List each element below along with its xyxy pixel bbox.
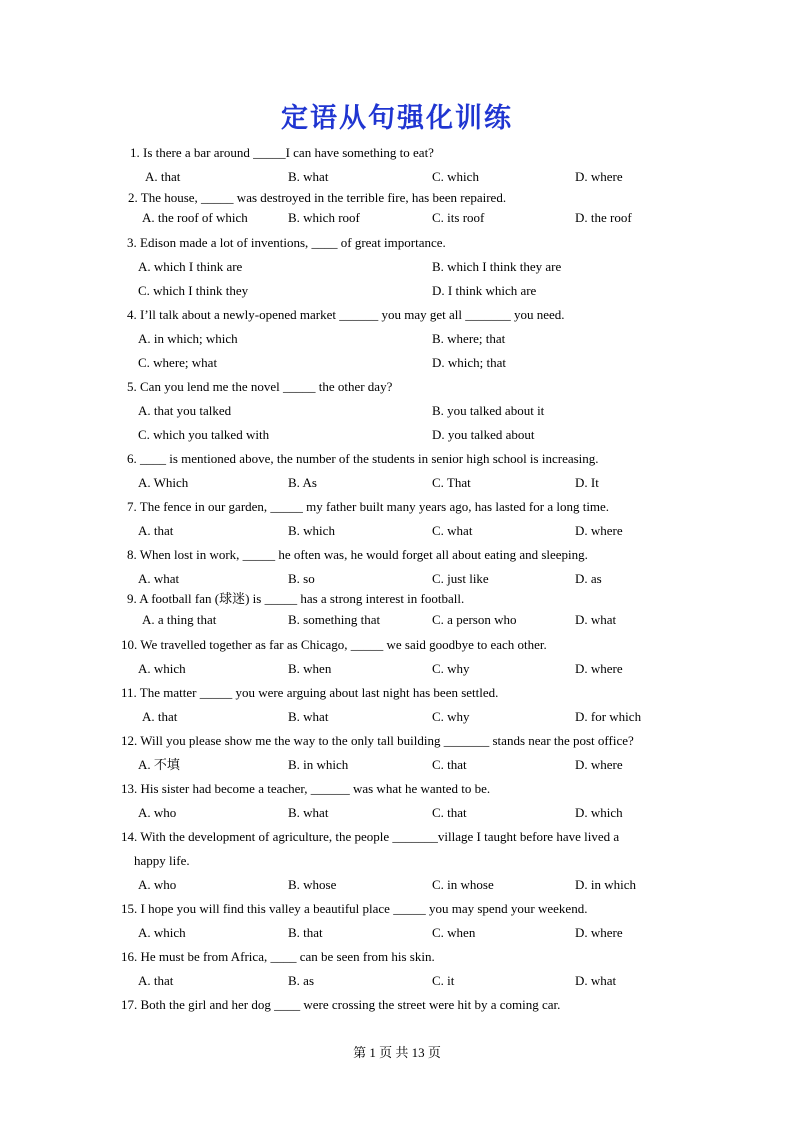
q1-option-d: D. where [575,169,623,184]
q15-option-c: C. when [432,925,476,940]
q4-option-c: C. where; what [138,355,218,370]
q6-option-b: B. As [288,475,317,490]
question-7: 7. The fence in our garden, _____ my father built many years ago, has lasted for a long time. [127,499,610,514]
q16-option-c: C. it [432,973,455,988]
question-3: 3. Edison made a lot of inventions, ____ of great importance. [127,235,446,250]
q13-option-d: D. which [575,805,623,820]
q4-option-d: D. which; that [432,355,507,370]
question-11: 11. The matter _____ you were arguing about last night has been settled. [121,685,499,700]
q9-option-a: A. a thing that [142,612,217,627]
q16-option-a: A. that [138,973,174,988]
q1-option-a: A. that [145,169,181,184]
q2-option-c: C. its roof [432,210,485,225]
q11-option-c: C. why [432,709,470,724]
question-2: 2. The house, _____ was destroyed in the terrible fire, has been repaired. [128,190,507,205]
q8-option-a: A. what [138,571,180,586]
q13-option-a: A. who [138,805,177,820]
q9-option-c: C. a person who [432,612,517,627]
q1-option-b: B. what [288,169,329,184]
q11-option-a: A. that [142,709,178,724]
question-5: 5. Can you lend me the novel _____ the other day? [127,379,393,394]
q5-option-a: A. that you talked [138,403,232,418]
q3-option-c: C. which I think they [138,283,249,298]
question-4: 4. I’ll talk about a newly-opened market ______ you may get all _______ you need. [127,307,565,322]
question-9: 9. A football fan (球迷) is _____ has a strong interest in football. [127,591,465,606]
q4-option-b: B. where; that [432,331,506,346]
q7-option-d: D. where [575,523,623,538]
q10-option-d: D. where [575,661,623,676]
q15-option-a: A. which [138,925,186,940]
question-12: 12. Will you please show me the way to the only tall building _______ stands near the post office? [121,733,634,748]
q15-option-b: B. that [288,925,323,940]
q12-option-c: C. that [432,757,467,772]
q8-option-d: D. as [575,571,602,586]
q12-option-b: B. in which [288,757,349,772]
q3-option-b: B. which I think they are [432,259,562,274]
q6-option-a: A. Which [138,475,189,490]
page-footer: 第 1 页 共 13 页 [353,1045,441,1060]
q15-option-d: D. where [575,925,623,940]
question-6: 6. ____ is mentioned above, the number of the students in senior high school is increasing. [127,451,599,466]
q14-option-c: C. in whose [432,877,494,892]
q4-option-a: A. in which; which [138,331,238,346]
question-10: 10. We travelled together as far as Chicago, _____ we said goodbye to each other. [121,637,547,652]
question-17: 17. Both the girl and her dog ____ were crossing the street were hit by a coming car. [121,997,561,1012]
q8-option-c: C. just like [432,571,489,586]
question-1: 1. Is there a bar around _____I can have something to eat? [130,145,434,160]
q5-option-b: B. you talked about it [432,403,545,418]
question-16: 16. He must be from Africa, ____ can be seen from his skin. [121,949,435,964]
q13-option-b: B. what [288,805,329,820]
q5-option-c: C. which you talked with [138,427,270,442]
q14-option-a: A. who [138,877,177,892]
q8-option-b: B. so [288,571,315,586]
q6-option-c: C. That [432,475,471,490]
document-title: 定语从句强化训练 [281,103,513,134]
q7-option-a: A. that [138,523,174,538]
q16-option-b: B. as [288,973,314,988]
q12-option-a: A. 不填 [138,757,180,772]
q3-option-d: D. I think which are [432,283,537,298]
q2-option-a: A. the roof of which [142,210,248,225]
question-14-continuation: happy life. [134,853,190,868]
q11-option-b: B. what [288,709,329,724]
q10-option-a: A. which [138,661,186,676]
question-13: 13. His sister had become a teacher, ______ was what he wanted to be. [121,781,491,796]
q7-option-b: B. which [288,523,335,538]
q11-option-d: D. for which [575,709,642,724]
q2-option-d: D. the roof [575,210,632,225]
q14-option-b: B. whose [288,877,337,892]
question-14: 14. With the development of agriculture, the people _______village I taught before have lived a [121,829,620,844]
q13-option-c: C. that [432,805,467,820]
question-15: 15. I hope you will find this valley a beautiful place _____ you may spend your weekend. [121,901,588,916]
q7-option-c: C. what [432,523,473,538]
q2-option-b: B. which roof [288,210,360,225]
question-8: 8. When lost in work, _____ he often was, he would forget all about eating and sleeping. [127,547,588,562]
q5-option-d: D. you talked about [432,427,535,442]
q9-option-d: D. what [575,612,617,627]
q12-option-d: D. where [575,757,623,772]
q9-option-b: B. something that [288,612,381,627]
q16-option-d: D. what [575,973,617,988]
q3-option-a: A. which I think are [138,259,243,274]
q6-option-d: D. It [575,475,599,490]
q1-option-c: C. which [432,169,479,184]
q10-option-c: C. why [432,661,470,676]
q14-option-d: D. in which [575,877,637,892]
q10-option-b: B. when [288,661,332,676]
